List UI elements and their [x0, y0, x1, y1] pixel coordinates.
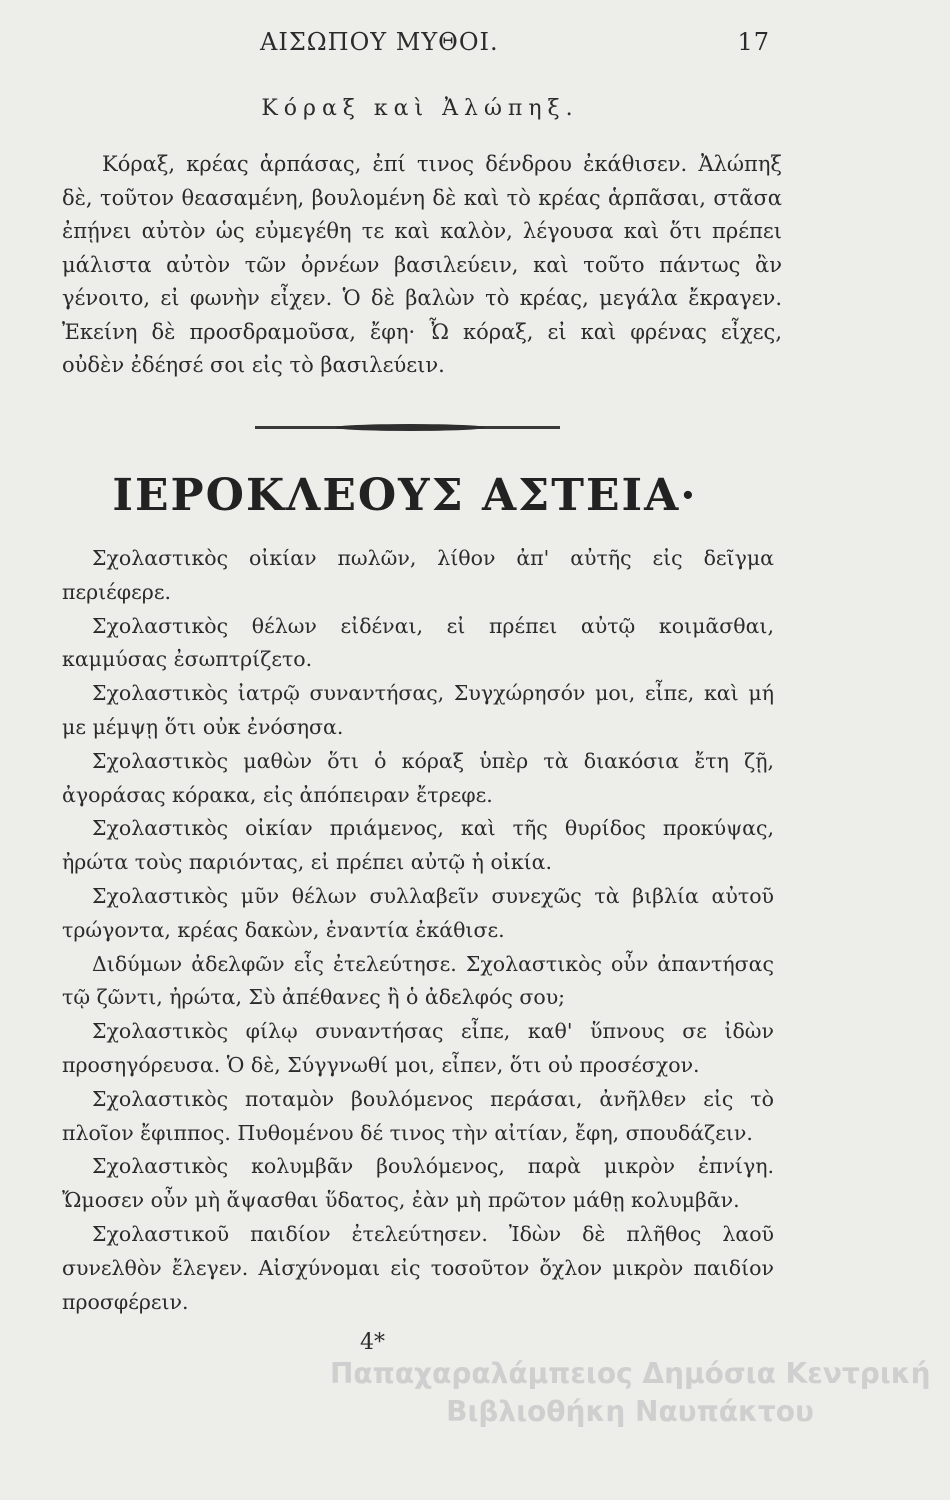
watermark-line: Παπαχαραλάμπειος Δημόσια Κεντρική	[330, 1357, 931, 1390]
section-divider	[255, 426, 560, 429]
running-title: ΑΙΣΩΠΟΥ ΜΥΘΟΙ.	[260, 28, 499, 56]
joke-paragraph: Σχολαστικοῦ παιδίον ἐτελεύτησεν. Ἰδὼν δὲ πλῆθος λαοῦ συνελθὸν ἔλεγεν. Αἰσχύνομαι εἰς τοσοῦτον ὄχλον μικρὸν παιδίον προσφέρειν.	[62, 1221, 774, 1314]
fable-title: Κόραξ καὶ Ἀλώπηξ.	[261, 96, 579, 121]
joke-paragraph: Σχολαστικὸς κολυμβᾶν βουλόμενος, παρὰ μικρὸν ἐπνίγη. Ὤμοσεν οὖν μὴ ἅψασθαι ὕδατος, ἐὰν μὴ πρῶτον μάθῃ κολυμβᾶν.	[62, 1154, 774, 1213]
joke-paragraph: Σχολαστικὸς ποταμὸν βουλόμενος περάσαι, ἀνῆλθεν εἰς τὸ πλοῖον ἔφιππος. Πυθομένου δέ τινος τὴν αἰτίαν, ἔφη, σπουδάζειν.	[62, 1086, 774, 1145]
joke-paragraph: Σχολαστικὸς φίλῳ συναντήσας εἶπε, καθ' ὕπνους σε ἰδὼν προσηγόρευσα. Ὁ δὲ, Σύγγνωθί μοι, εἶπεν, ὅτι οὐ προσέσχον.	[62, 1019, 774, 1077]
joke-paragraph: Σχολαστικὸς θέλων εἰδέναι, εἰ πρέπει αὐτῷ κοιμᾶσθαι, καμμύσας ἐσωπτρίζετο.	[62, 613, 774, 672]
joke-paragraph: Σχολαστικὸς μαθὼν ὅτι ὁ κόραξ ὑπὲρ τὰ διακόσια ἔτη ζῇ, ἀγοράσας κόρακα, εἰς ἀπόπειραν ἔτρεφε.	[62, 748, 774, 807]
joke-paragraph: Σχολαστικὸς οἰκίαν πριάμενος, καὶ τῆς θυρίδος προκύψας, ἠρώτα τοὺς παριόντας, εἰ πρέπει αὐτῷ ἡ οἰκία.	[62, 816, 774, 875]
section-title: ΙΕΡΟΚΛΕΟΥΣ ΑΣΤΕΙΑ·	[112, 470, 698, 521]
fable-paragraph: Κόραξ, κρέας ἁρπάσας, ἐπί τινος δένδρου ἐκάθισεν. Ἀλώπηξ δὲ, τοῦτον θεασαμένη, βουλομένη δὲ καὶ τὸ κρέας ἁρπᾶσαι, στᾶσα ἐπῄνει αὐτὸν ὡς εὐμεγέθη τε καὶ καλὸν, λέγουσα καὶ ὅτι πρέπει μάλιστα αὐτὸν τῶν ὀρνέων βασιλεύειν, καὶ τοῦτο πάντως ἂν γένοιτο, εἰ φωνὴν εἶχεν. Ὁ δὲ βαλὼν τὸ κρέας, μεγάλα ἔκραγεν. Ἐκείνη δὲ προσδραμοῦσα, ἔφη· Ὦ κόραξ, εἰ καὶ φρένας εἶχες, οὐδὲν ἐδέησέ σοι εἰς τὸ βασιλεύειν.	[62, 152, 782, 377]
joke-paragraph: Διδύμων ἀδελφῶν εἷς ἐτελεύτησε. Σχολαστικὸς οὖν ἀπαντήσας τῷ ζῶντι, ἠρώτα, Σὺ ἀπέθανες ἢ ὁ ἀδελφός σου;	[62, 951, 774, 1010]
library-watermark	[330, 1355, 930, 1431]
page-number: 17	[737, 28, 770, 56]
jokes-list	[62, 542, 774, 1319]
page-header	[250, 28, 770, 56]
joke-paragraph: Σχολαστικὸς οἰκίαν πωλῶν, λίθον ἀπ' αὐτῆς εἰς δεῖγμα περιέφερε.	[62, 546, 774, 604]
joke-paragraph: Σχολαστικὸς μῦν θέλων συλλαβεῖν συνεχῶς τὰ βιβλία αὐτοῦ τρώγοντα, κρέας δακὼν, ἐναντία ἐκάθισε.	[62, 883, 774, 942]
watermark-line: Βιβλιοθήκη Ναυπάκτου	[446, 1395, 814, 1428]
signature-mark: 4*	[360, 1330, 385, 1355]
joke-paragraph: Σχολαστικὸς ἰατρῷ συναντήσας, Συγχώρησόν μοι, εἶπε, καὶ μή με μέμψῃ ὅτι οὐκ ἐνόσησα.	[62, 681, 774, 739]
fable-text-block	[62, 148, 782, 383]
